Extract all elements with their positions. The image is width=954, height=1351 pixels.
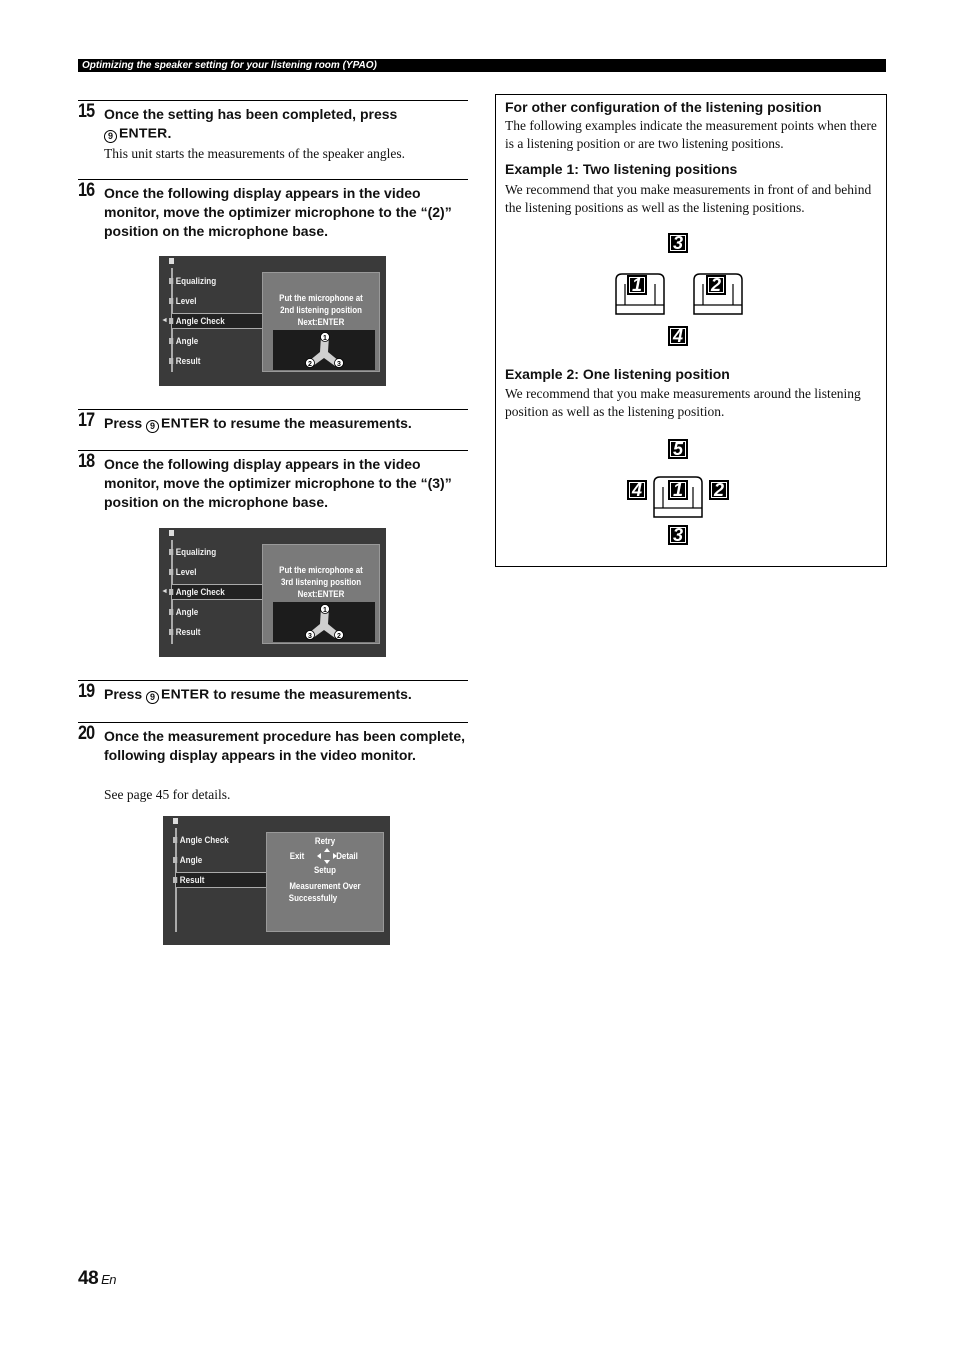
step-17 bbox=[78, 409, 468, 449]
panel-line-1: Put the microphone at bbox=[279, 565, 363, 575]
step-title-text: Press bbox=[104, 686, 143, 702]
osd-screen-2nd-position bbox=[159, 256, 386, 386]
step-title-text: Once the setting has been completed, press bbox=[104, 106, 398, 122]
step-title bbox=[104, 414, 466, 433]
point-badge-1: 1 bbox=[627, 275, 647, 295]
page-language: En bbox=[101, 1272, 117, 1287]
page-number bbox=[78, 1268, 116, 1290]
menu-item-level: Level bbox=[169, 296, 196, 307]
step-18 bbox=[78, 450, 468, 520]
point-badge-4: 4 bbox=[668, 326, 688, 346]
step-note: This unit starts the measurements of the speaker angles. bbox=[104, 146, 406, 161]
step-number: 20 bbox=[78, 723, 95, 744]
osd-corner-mark bbox=[169, 530, 174, 536]
example-2-text: We recommend that you make measurements around the listening position as well as the listening position. bbox=[505, 386, 861, 419]
section-header: Optimizing the speaker setting for your listening room (YPAO) bbox=[78, 59, 886, 72]
point-badge-1: 1 bbox=[668, 480, 688, 500]
step-title: Once the following display appears in the video monitor, move the optimizer microphone to the “(3)” position on the microphone base. bbox=[104, 456, 452, 510]
mic-label-1: 1 bbox=[323, 607, 327, 614]
osd-message-panel bbox=[262, 544, 380, 644]
panel-setup: Setup bbox=[313, 865, 336, 875]
osd-screen-3rd-position bbox=[159, 528, 386, 657]
mic-base-icon bbox=[273, 602, 375, 642]
panel-line-1: Put the microphone at bbox=[279, 293, 363, 303]
point-badge-2: 2 bbox=[709, 480, 729, 500]
panel-message-1: Measurement Over bbox=[289, 881, 361, 891]
osd-message-panel bbox=[262, 272, 380, 372]
point-badge-4: 4 bbox=[627, 480, 647, 500]
step-19 bbox=[78, 680, 468, 720]
point-badge-5: 5 bbox=[668, 439, 688, 459]
step-title bbox=[104, 105, 466, 143]
step-title-tail: . bbox=[167, 125, 172, 141]
point-badge-3: 3 bbox=[668, 233, 688, 253]
step-number: 16 bbox=[78, 180, 95, 201]
mic-label-2: 2 bbox=[308, 361, 312, 368]
box-heading: For other configuration of the listening position bbox=[505, 99, 822, 115]
example-2-heading: Example 2: One listening position bbox=[505, 366, 730, 382]
point-badge-3: 3 bbox=[668, 525, 688, 545]
step-number: 17 bbox=[78, 410, 95, 431]
menu-item-angle-check: Angle Check bbox=[169, 316, 225, 327]
panel-line-3: Next:ENTER bbox=[297, 589, 345, 599]
step-title bbox=[104, 685, 466, 704]
step-number: 19 bbox=[78, 681, 95, 702]
example-1-text: We recommend that you make measurements in front of and behind the listening positions as well as the listening positions. bbox=[505, 182, 872, 215]
menu-item-angle: Angle bbox=[173, 855, 202, 866]
step-title-text: Press bbox=[104, 415, 143, 431]
osd-screen-result bbox=[163, 816, 390, 945]
example-1-heading: Example 1: Two listening positions bbox=[505, 161, 738, 177]
menu-item-result: Result bbox=[169, 627, 200, 638]
enter-key-label: ENTER bbox=[161, 415, 210, 431]
step-16 bbox=[78, 179, 468, 249]
menu-item-result: Result bbox=[173, 875, 204, 886]
selection-arrow-icon: ◄ bbox=[161, 317, 168, 324]
mic-label-3: 3 bbox=[308, 633, 312, 640]
step-15 bbox=[78, 100, 468, 178]
mic-base-diagram bbox=[273, 330, 375, 370]
enter-key-label: ENTER bbox=[119, 125, 168, 141]
panel-detail: Detail bbox=[336, 851, 358, 861]
menu-item-angle: Angle bbox=[169, 336, 198, 347]
menu-item-result: Result bbox=[169, 356, 200, 367]
point-badge-2: 2 bbox=[706, 275, 726, 295]
step-title: Once the following display appears in the video monitor, move the optimizer microphone to the “(2)” position on the microphone base. bbox=[104, 185, 452, 239]
step-20 bbox=[78, 722, 468, 812]
menu-item-equalizing: Equalizing bbox=[169, 276, 216, 287]
mic-base-icon bbox=[273, 330, 375, 370]
mic-base-diagram bbox=[273, 602, 375, 642]
step-title-tail: to resume the measurements. bbox=[213, 686, 412, 702]
mic-label-3: 3 bbox=[337, 361, 341, 368]
panel-message-2: Successfully bbox=[288, 893, 338, 903]
panel-line-2: 2nd listening position bbox=[280, 305, 362, 315]
menu-item-level: Level bbox=[169, 567, 196, 578]
menu-item-angle-check: Angle Check bbox=[173, 835, 229, 846]
box-intro: The following examples indicate the measurement points when there is a listening position or are two listening positions. bbox=[505, 118, 877, 151]
menu-item-equalizing: Equalizing bbox=[169, 547, 216, 558]
step-number: 18 bbox=[78, 451, 95, 472]
step-number: 15 bbox=[78, 101, 95, 122]
panel-line-3: Next:ENTER bbox=[297, 317, 345, 327]
panel-line-2: 3rd listening position bbox=[280, 577, 362, 587]
step-title-tail: to resume the measurements. bbox=[213, 415, 412, 431]
enter-key-label: ENTER bbox=[161, 686, 210, 702]
panel-exit: Exit bbox=[289, 851, 305, 861]
step-title: Once the measurement procedure has been complete, following display appears in the video monitor. bbox=[104, 728, 466, 763]
menu-item-angle: Angle bbox=[169, 607, 198, 618]
menu-item-angle-check: Angle Check bbox=[169, 587, 225, 598]
mic-label-1: 1 bbox=[323, 335, 327, 342]
mic-label-2: 2 bbox=[337, 633, 341, 640]
key-number-icon: 9 bbox=[104, 130, 117, 143]
page-number-value: 48 bbox=[78, 1268, 99, 1289]
step-note: See page 45 for details. bbox=[104, 787, 231, 802]
osd-corner-mark bbox=[173, 818, 178, 824]
selection-arrow-icon: ◄ bbox=[161, 588, 168, 595]
osd-result-panel bbox=[266, 832, 384, 932]
panel-retry: Retry bbox=[314, 836, 336, 846]
key-number-icon: 9 bbox=[146, 420, 159, 433]
osd-corner-mark bbox=[169, 258, 174, 264]
key-number-icon: 9 bbox=[146, 691, 159, 704]
listening-position-info-box bbox=[495, 94, 887, 567]
